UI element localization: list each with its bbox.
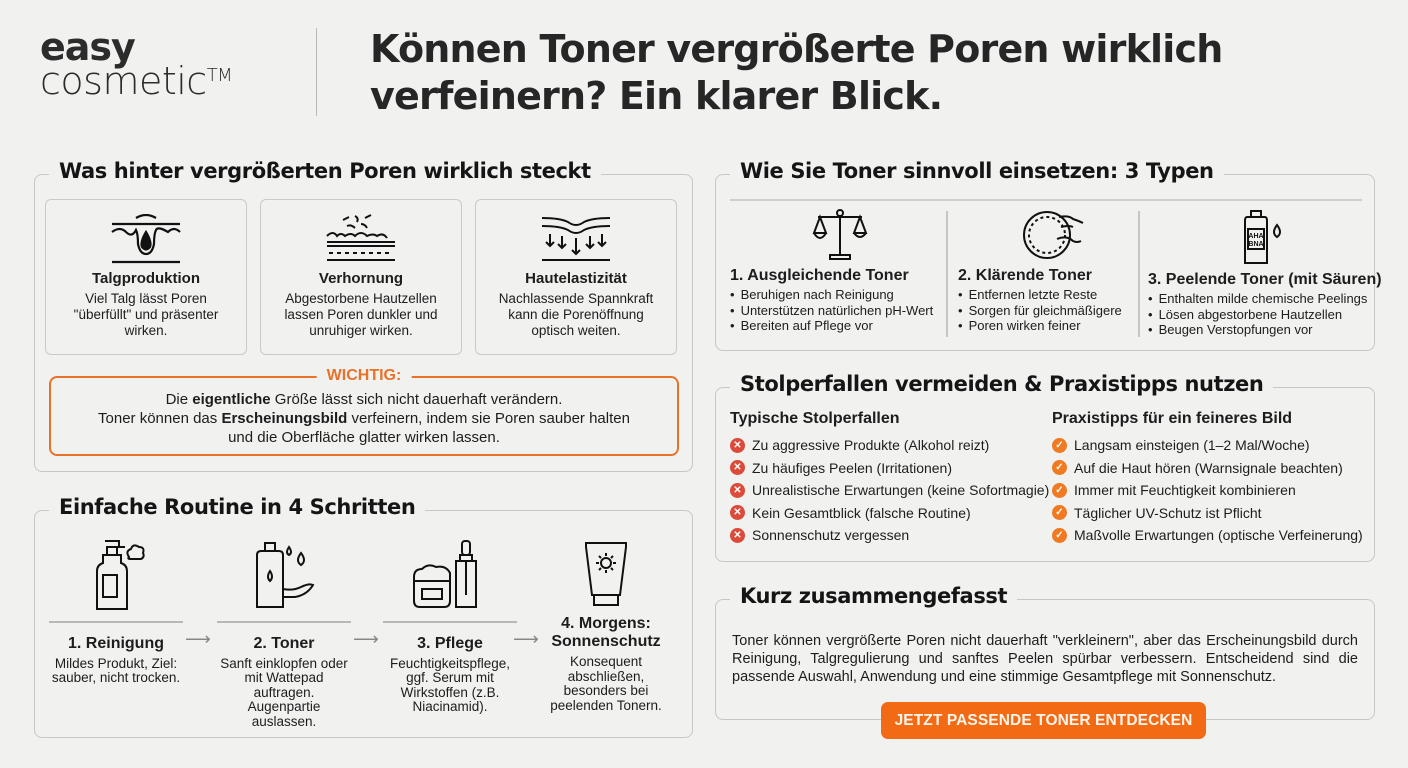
pitfalls-heading: Stolperfallen vermeiden & Praxistipps nutzen [730, 372, 1273, 396]
type-bullets [958, 287, 1148, 334]
brand-logo [40, 25, 233, 104]
types-heading: Wie Sie Toner sinnvoll einsetzen: 3 Typen [730, 159, 1224, 183]
brand-name: cosmetic [40, 59, 207, 104]
divider [49, 621, 183, 623]
important-line-1 [51, 390, 677, 409]
aha-bha-bottle-icon [1231, 209, 1291, 265]
routine-step-toner [219, 537, 349, 729]
bullet: • Beruhigen nach Reinigung [730, 287, 950, 303]
divider [383, 621, 517, 623]
type-exfoliating [1148, 209, 1382, 337]
text: verfeinern, indem sie Poren sauber halten [347, 410, 630, 427]
step-text: Mildes Produkt, Ziel: sauber, nicht trocken. [51, 655, 181, 685]
check-circle-icon: ✓ [1052, 528, 1067, 543]
mistake-text: Kein Gesamtblick (falsche Routine) [752, 504, 971, 521]
important-line-3: und die Oberfläche glatter wirken lassen. [228, 429, 500, 446]
causes-heading: Was hinter vergrößerten Poren wirklich steckt [49, 159, 601, 183]
step-title: 4. Morgens: Sonnenschutz [551, 615, 661, 650]
routine-panel [34, 495, 693, 738]
type-bullets [730, 287, 950, 334]
step-text: Feuchtigkeitspflege, ggf. Serum mit Wirkstoffen (z.B. Niacinamid). [389, 655, 511, 714]
x-circle-icon: ✕ [730, 505, 745, 520]
mistakes-heading: Typische Stolperfallen [730, 410, 900, 427]
step-title: 1. Reinigung [68, 634, 164, 652]
cause-text: Viel Talg lässt Poren "überfüllt" und präsenter wirken. [73, 291, 219, 338]
tips-column [1052, 410, 1363, 547]
skin-layers-flakes-icon [325, 214, 397, 264]
type-title: 1. Ausgleichende Toner [730, 267, 909, 284]
tips-heading: Praxistipps für ein feineres Bild [1052, 410, 1293, 427]
step-title: 2. Toner [253, 634, 315, 652]
check-circle-icon: ✓ [1052, 505, 1067, 520]
type-title: 2. Klärende Toner [958, 267, 1092, 284]
mistake-text: Zu häufiges Peelen (Irritationen) [752, 459, 952, 476]
check-circle-icon: ✓ [1052, 438, 1067, 453]
balance-scale-ph-icon [810, 209, 870, 261]
emphasis: eigentliche [192, 391, 271, 408]
cause-card-keratinization [260, 199, 462, 355]
step-text: Sanft einklopfen oder mit Wattepad auftragen. Augenpartie auslassen. [220, 655, 348, 729]
causes-panel [34, 159, 693, 472]
step-title: 3. Pflege [417, 634, 483, 652]
tip-text: Langsam einsteigen (1–2 Mal/Woche) [1074, 437, 1310, 454]
bullet: • Lösen abgestorbene Hautzellen [1148, 307, 1373, 323]
cause-title: Verhornung [318, 270, 404, 287]
bullet: • Enthalten milde chemische Peelings [1148, 291, 1373, 307]
cream-jar-serum-icon [410, 537, 490, 613]
tip-text: Täglicher UV-Schutz ist Pflicht [1074, 504, 1262, 521]
bullet: • Beugen Verstopfungen vor [1148, 322, 1373, 338]
column-divider [946, 211, 948, 337]
type-title: 3. Peelende Toner (mit Säuren) [1148, 271, 1382, 288]
cause-card-elasticity [475, 199, 677, 355]
mistake-text: Zu aggressive Produkte (Alkohol reizt) [752, 437, 990, 454]
cause-title: Hautelastizität [525, 270, 627, 287]
mistake-text: Unrealistische Erwartungen (keine Sofortmagie) [752, 482, 1050, 499]
mistake-item [730, 457, 1049, 480]
svg-text:AHA: AHA [1247, 233, 1264, 240]
important-callout [49, 367, 679, 456]
text: Toner können das [98, 410, 222, 427]
routine-step-care [385, 537, 515, 715]
brand-line1: easy [40, 25, 135, 69]
toner-bottle-hand-icon [249, 537, 319, 613]
x-circle-icon: ✕ [730, 438, 745, 453]
mistakes-column [730, 410, 1049, 547]
tip-item [1052, 457, 1363, 480]
important-line-2 [51, 409, 677, 428]
bullet: • Entfernen letzte Reste [958, 287, 1148, 303]
svg-text:BNA: BNA [1247, 241, 1264, 248]
x-circle-icon: ✕ [730, 483, 745, 498]
bullet: • Unterstützen natürlichen pH-Wert [730, 303, 950, 319]
tip-item [1052, 434, 1363, 457]
pump-bottle-foam-icon [81, 537, 151, 613]
emphasis: Erscheinungsbild [221, 410, 348, 427]
toner-types-panel [715, 159, 1382, 351]
tip-text: Auf die Haut hören (Warnsignale beachten) [1074, 459, 1343, 476]
routine-step-sunscreen [541, 541, 671, 713]
cause-text: Abgestorbene Hautzellen lassen Poren dunkler und unruhiger wirken. [284, 291, 438, 338]
summary-text: Toner können vergrößerte Poren nicht dauerhaft "verkleinern", aber das Erscheinungsbild durch Reinigung, Talgregulierung und sanftes Peelen spürbar verbessern. Entscheidend sind die passende Auswahl, Anwendung und eine stimmige Gesamtpflege mit Sonnenschutz. [732, 633, 1358, 685]
divider [217, 621, 351, 623]
type-balancing [730, 209, 950, 335]
text: Die [165, 391, 193, 408]
sunscreen-tube-icon [576, 541, 636, 609]
cause-title: Talgproduktion [91, 270, 201, 287]
tip-item [1052, 479, 1363, 502]
cotton-pad-hand-icon [1021, 209, 1085, 261]
step-text: Konsequent abschließen, besonders bei peelenden Tonern. [550, 654, 662, 713]
type-clarifying [958, 209, 1148, 335]
bullet: • Sorgen für gleichmäßigere [958, 303, 1148, 319]
cause-text: Nachlassende Spannkraft kann die Porenöffnung optisch weiten. [498, 291, 654, 338]
tip-text: Maßvolle Erwartungen (optische Verfeinerung) [1074, 527, 1363, 544]
check-circle-icon: ✓ [1052, 460, 1067, 475]
text: Größe lässt sich nicht dauerhaft verändern. [270, 391, 563, 408]
page-title: Können Toner vergrößerte Poren wirklich verfeinern? Ein klarer Blick. [370, 27, 1223, 118]
mistake-item [730, 479, 1049, 502]
arrow-icon: ⟶ [185, 629, 211, 649]
mistake-text: Sonnenschutz vergessen [752, 527, 910, 544]
skin-elasticity-icon [540, 214, 612, 264]
bullet: • Poren wirken feiner [958, 318, 1148, 334]
mistake-item [730, 524, 1049, 547]
bullet: • Bereiten auf Pflege vor [730, 318, 950, 334]
x-circle-icon: ✕ [730, 528, 745, 543]
tip-item [1052, 502, 1363, 525]
arrow-icon: ⟶ [513, 629, 539, 649]
discover-toners-button[interactable]: JETZT PASSENDE TONER ENTDECKEN [881, 702, 1206, 739]
column-divider [1138, 211, 1140, 337]
pore-sebum-icon [110, 214, 182, 264]
tip-text: Immer mit Feuchtigkeit kombinieren [1074, 482, 1296, 499]
mistake-item [730, 434, 1049, 457]
important-label: WICHTIG: [317, 366, 412, 385]
mistake-item [730, 502, 1049, 525]
routine-heading: Einfache Routine in 4 Schritten [49, 495, 425, 519]
summary-heading: Kurz zusammengefasst [730, 584, 1017, 608]
header-divider [316, 28, 317, 116]
brand-line2 [40, 59, 233, 104]
type-bullets [1148, 291, 1373, 338]
check-circle-icon: ✓ [1052, 483, 1067, 498]
pitfalls-panel [715, 372, 1375, 562]
divider [730, 199, 1362, 201]
cause-card-sebum [45, 199, 247, 355]
arrow-icon: ⟶ [353, 629, 379, 649]
tip-item [1052, 524, 1363, 547]
routine-step-cleansing [51, 537, 181, 686]
x-circle-icon: ✕ [730, 460, 745, 475]
trademark: TM [206, 65, 233, 87]
